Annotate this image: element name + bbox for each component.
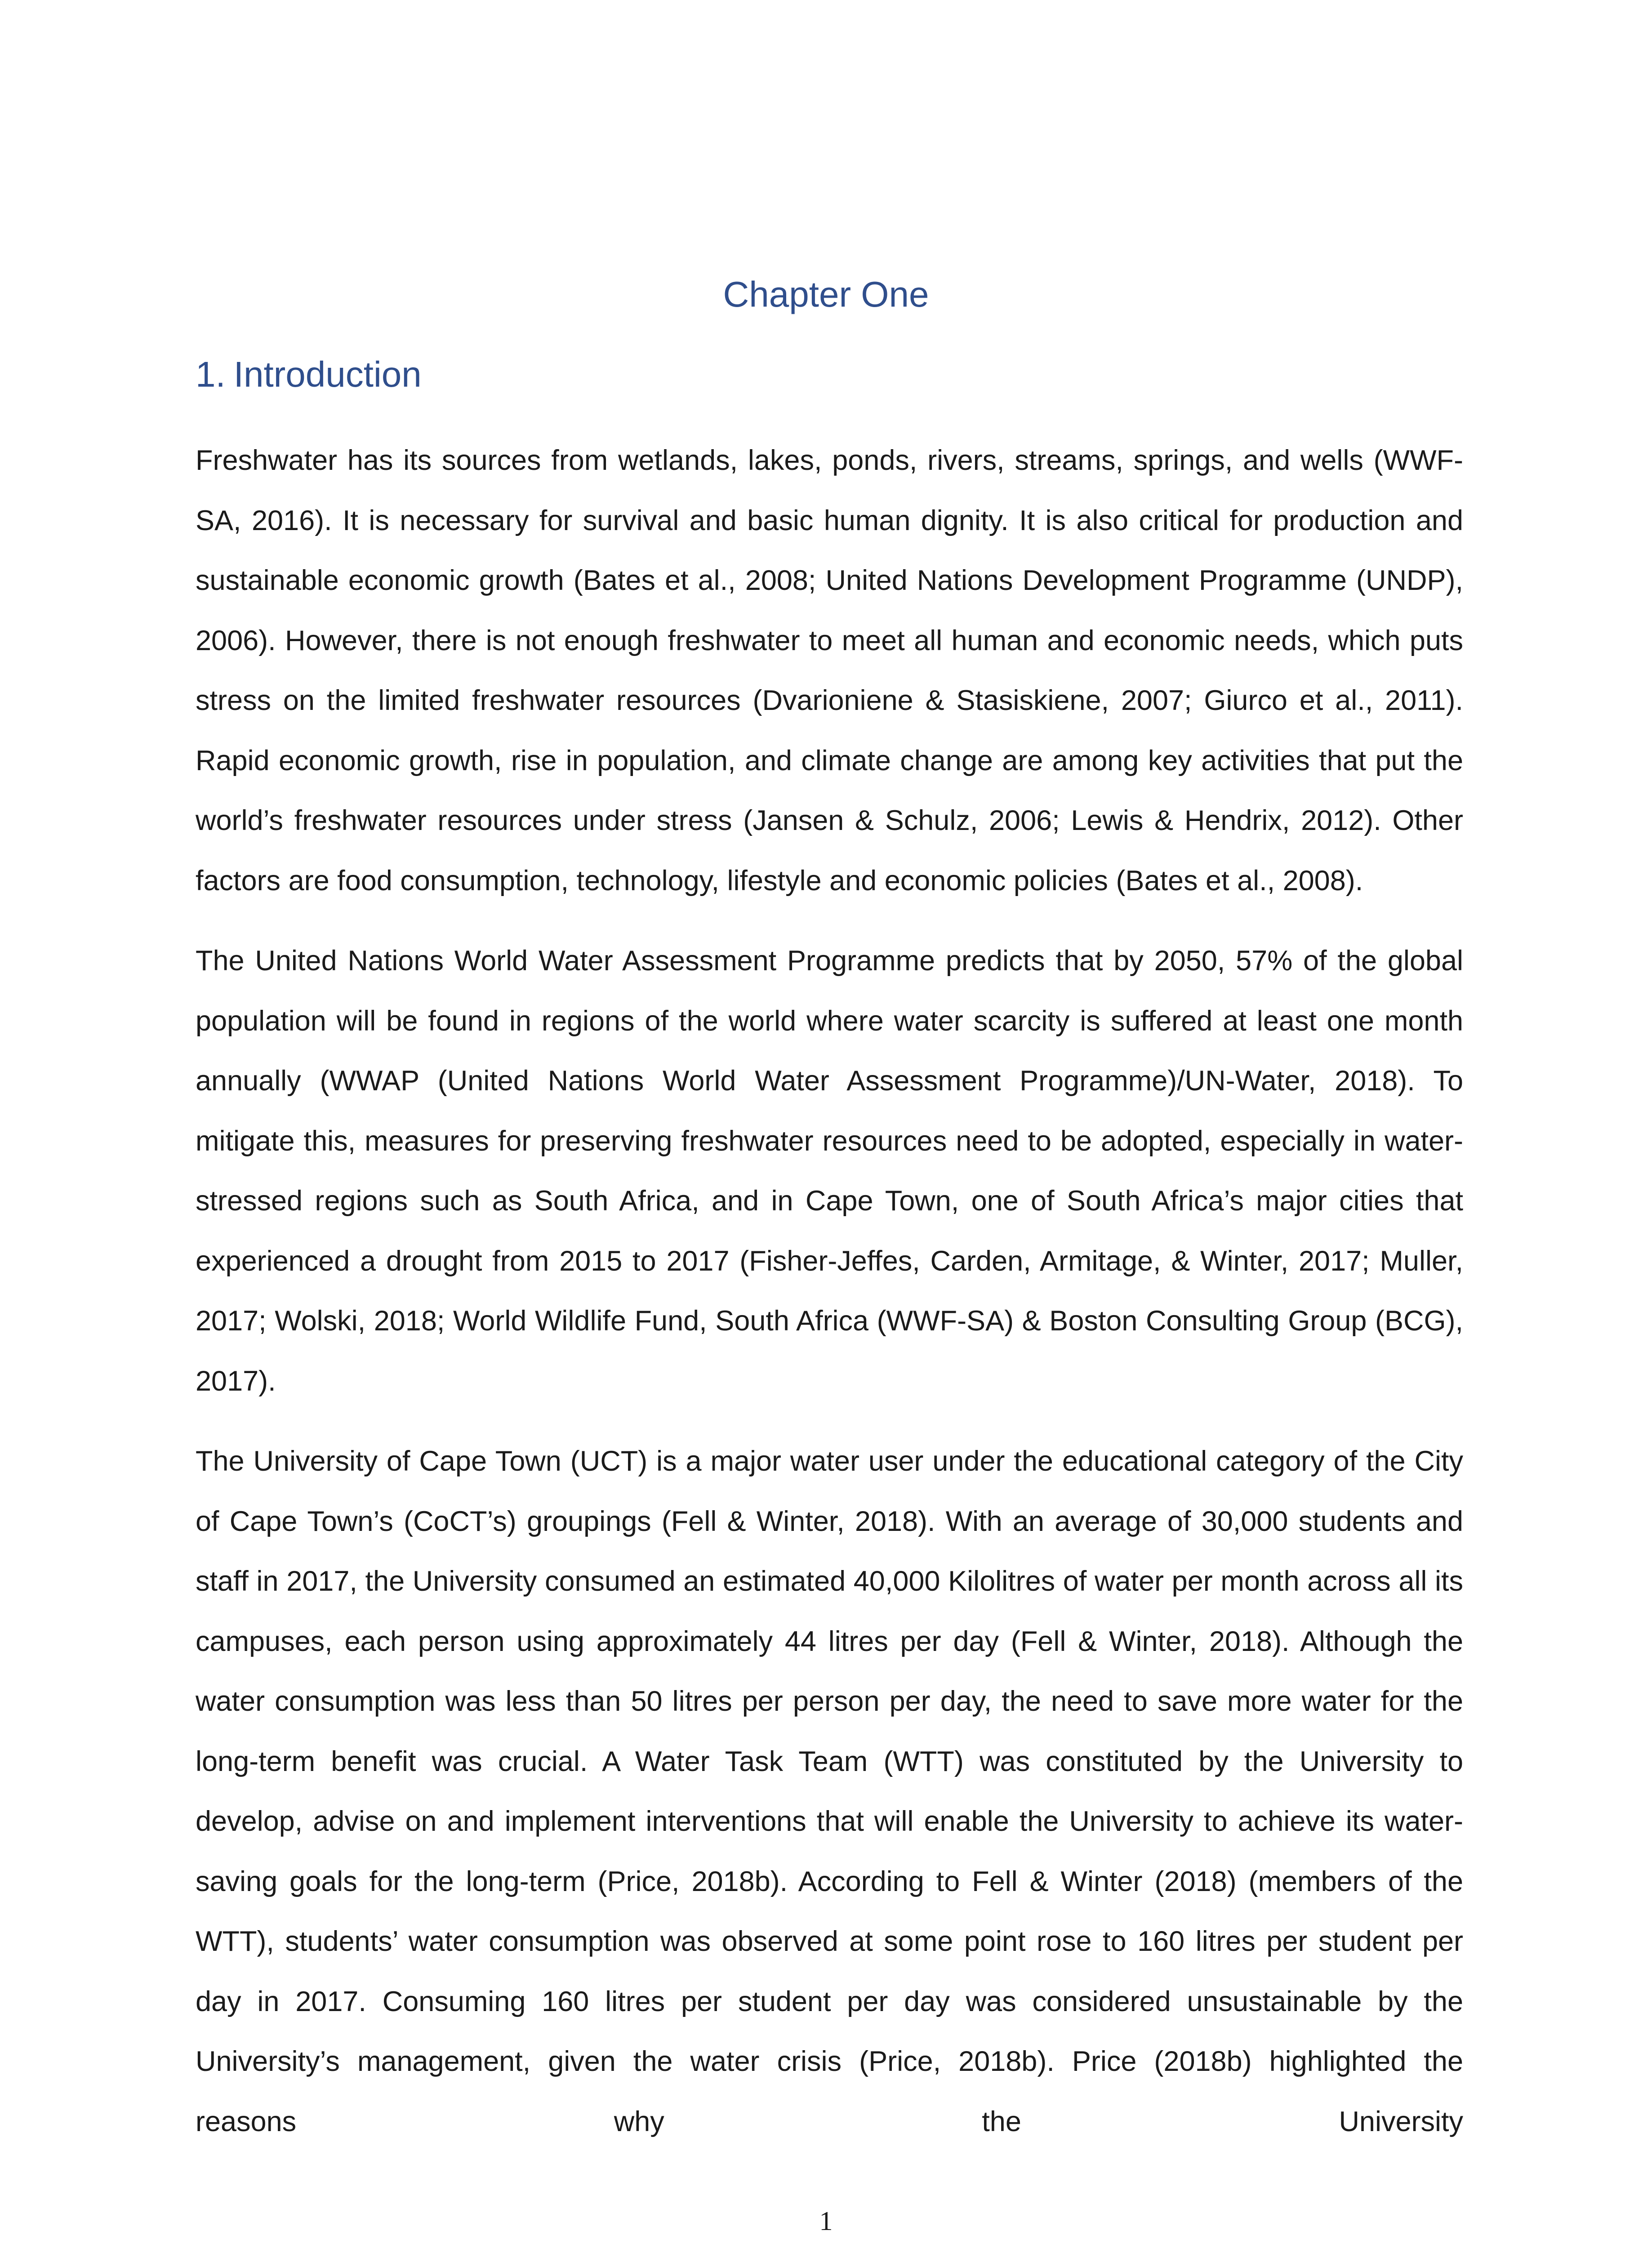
paragraph: The University of Cape Town (UCT) is a major water user under the educational category of the City of Cape Town’s (CoCT’s) groupings (Fell & Winter, 2018). With an average of 30,000 students and staff in 2017, the University consumed an estimated 40,000 Kilolitres of water per month across all its campuses, each person using approximately 44 litres per day (Fell & Winter, 2018). Although the water consumption was less than 50 litres per person per day, the need to save more water for the long-term benefit was crucial. A Water Task Team (WTT) was constituted by the University to develop, advise on and implement interventions that will enable the University to achieve its water-saving goals for the long-term (Price, 2018b). According to Fell & Winter (2018) (members of the WTT), students’ water consumption was observed at some point rose to 160 litres per student per day in 2017. Consuming 160 litres per student per day was considered unsustainable by the University’s management, given the water crisis (Price, 2018b). Price (2018b) highlighted the reasons why the University xyxy=(196,1445,1463,2137)
section-title: Introduction xyxy=(233,354,422,394)
body-text xyxy=(196,431,1463,2152)
section-heading xyxy=(196,350,422,399)
paragraph: Freshwater has its sources from wetlands, lakes, ponds, rivers, streams, springs, and wells (WWF-SA, 2016). It is necessary for survival and basic human dignity. It is also critical for production and sustainable economic growth (Bates et al., 2008; United Nations Development Programme (UNDP), 2006). However, there is not enough freshwater to meet all human and economic needs, which puts stress on the limited freshwater resources (Dvarioniene & Stasiskiene, 2007; Giurco et al., 2011). Rapid economic growth, rise in population, and climate change are among key activities that put the world’s freshwater resources under stress (Jansen & Schulz, 2006; Lewis & Hendrix, 2012). Other factors are food consumption, technology, lifestyle and economic policies (Bates et al., 2008). xyxy=(196,445,1463,897)
page-number: 1 xyxy=(819,2206,833,2236)
section-number: 1. xyxy=(196,354,226,394)
chapter-title: Chapter One xyxy=(723,274,929,314)
paragraph: The United Nations World Water Assessment Programme predicts that by 2050, 57% of the global population will be found in regions of the world where water scarcity is suffered at least one month annually (WWAP (United Nations World Water Assessment Programme)/UN-Water, 2018). To mitigate this, measures for preserving freshwater resources need to be adopted, especially in water-stressed regions such as South Africa, and in Cape Town, one of South Africa’s major cities that experienced a drought from 2015 to 2017 (Fisher-Jeffes, Carden, Armitage, & Winter, 2017; Muller, 2017; Wolski, 2018; World Wildlife Fund, South Africa (WWF-SA) & Boston Consulting Group (BCG), 2017). xyxy=(196,945,1463,1397)
